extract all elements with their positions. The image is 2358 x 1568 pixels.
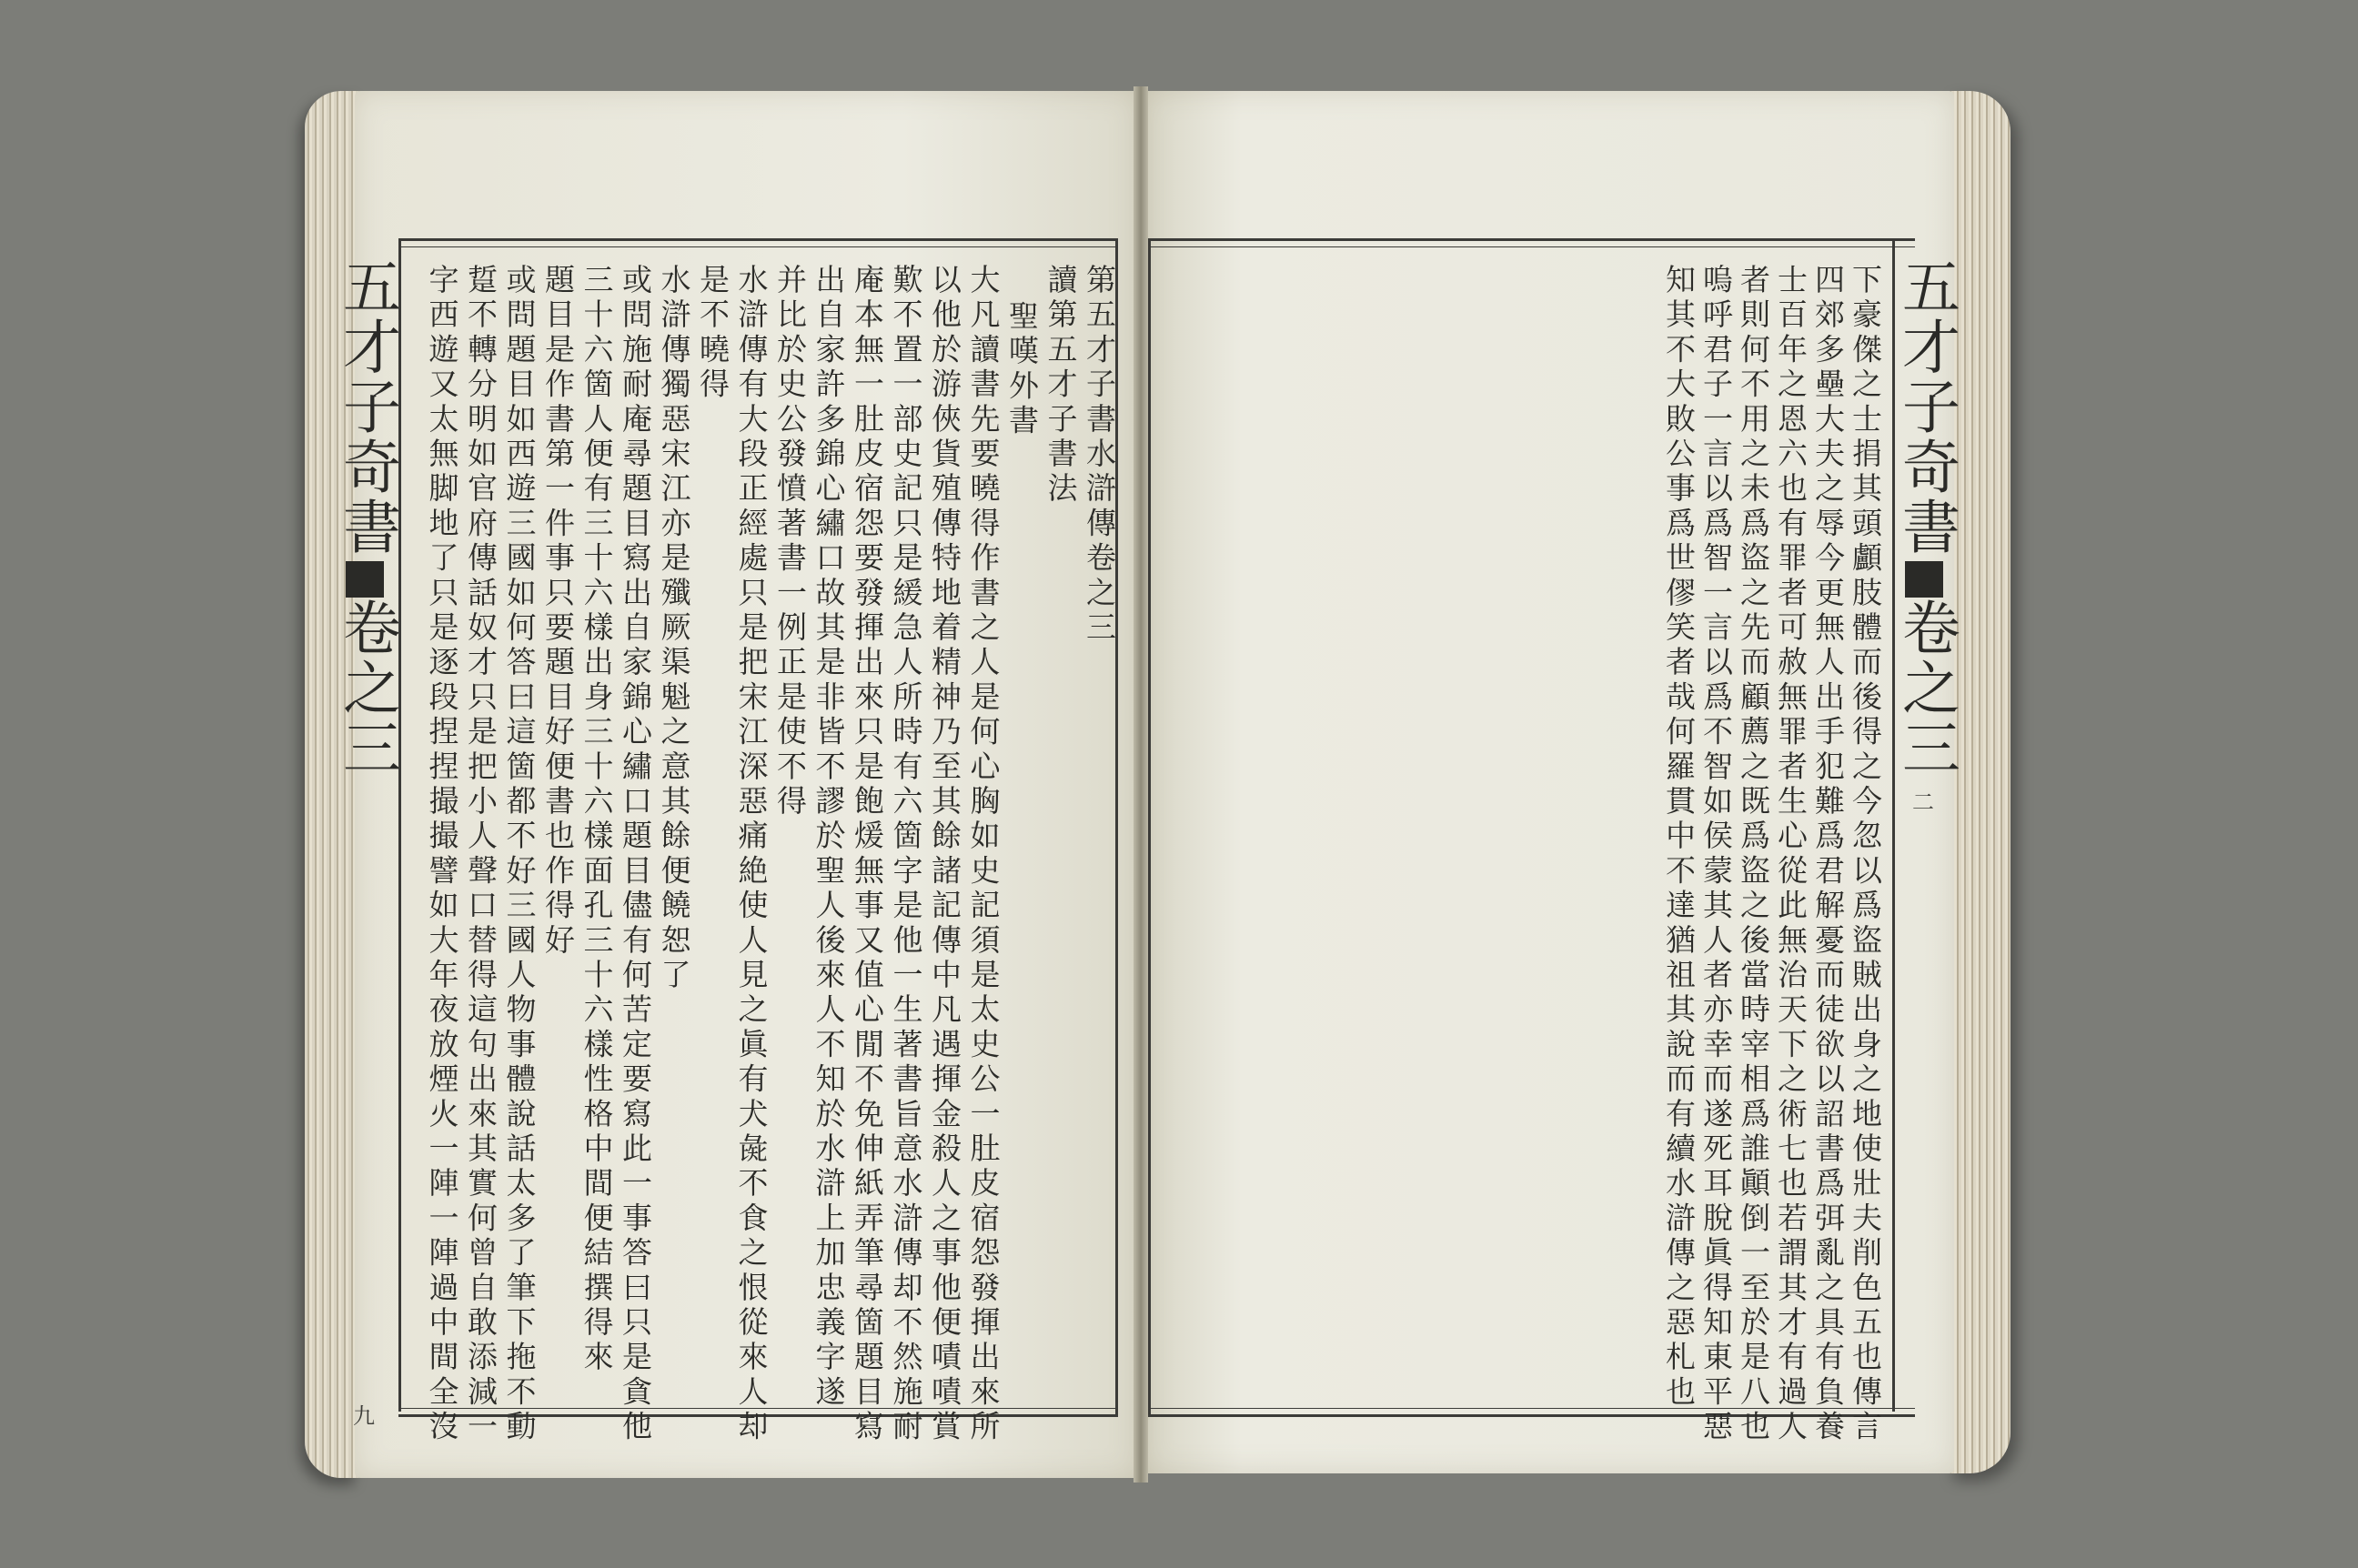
text-column: 庵本無一肚皮宿怨要發揮出來只是飽煖無事又值心閒不免伸紙弄筆尋箇題目寫 <box>850 264 885 1445</box>
text-column: 士百年之恩六也有罪者可赦無罪者生心從此無治天下之術七也若謂其才有過人 <box>1773 264 1809 1445</box>
text-column: 以他於游俠貨殖傳特地着精神乃至其餘諸記傳中凡遇揮金殺人之事他便嘖嘖賞 <box>927 264 962 1445</box>
fishtail-mark <box>1905 561 1943 598</box>
text-column: 四郊多壘大夫之辱今更無人出手犯難爲君解憂而徒欲以詔書爲弭亂之具有負養 <box>1810 264 1846 1445</box>
right-blank-area <box>1154 255 1627 1401</box>
text-column: 水滸傳獨惡宋江亦是殲厥渠魁之意其餘便饒恕了 <box>656 264 692 994</box>
text-column: 三十六箇人便有三十六樣出身三十六樣面孔三十六樣性格中間便結撰得來 <box>579 264 615 1376</box>
text-column: 或問題目如西遊三國如何答曰這箇都不好三國人物事體說話太多了筆下拖不動 <box>501 264 538 1445</box>
text-column: 或問施耐庵尋題目寫出自家錦心繡口題目儘有何苦定要寫此一事答曰只是貪他 <box>618 264 653 1445</box>
fishtail-mark <box>346 561 384 598</box>
text-column: 聖嘆外書 <box>1004 300 1040 439</box>
left-folio: 九 <box>353 1403 375 1429</box>
left-spine-volume: 卷之三 <box>333 598 400 778</box>
text-column: 題目是作書第一件事只要題目好便書也作得好 <box>540 264 576 959</box>
text-column: 并比於史公發憤著書一例正是使不得 <box>772 264 808 820</box>
right-folio: 二 <box>1912 789 1934 815</box>
right-spine-volume: 卷之三 <box>1892 598 1960 778</box>
text-column: 下豪傑之士捐其頭顱肢體而後得之今忽以爲盜賊出身之地使壯夫削色五也傳言 <box>1848 264 1883 1445</box>
text-column: 大凡讀書先要曉得作書之人是何心胸如史記須是太史公一肚皮宿怨發揮出來所 <box>965 264 1002 1445</box>
text-column: 踅不轉分明如官府傳話奴才只是把小人聲口替得這句出來其實何曾自敢添減一 <box>463 264 499 1445</box>
left-banxin-rule <box>398 238 401 1412</box>
left-banxin <box>333 238 400 1429</box>
text-column: 字西遊又太無脚地了只是逐段捏捏撮撮譬如大年夜放煙火一陣一陣過中間全沒 <box>424 264 460 1445</box>
text-column: 水滸傳有大段正經處只是把宋江深惡痛絶使人見之眞有犬彘不食之恨從來人却 <box>733 264 770 1445</box>
book-gutter <box>1134 86 1148 1483</box>
text-column: 嗚呼君子一言以爲智一言以爲不智如侯蒙其人者亦幸而遂死耳脫眞得知東平惡 <box>1698 264 1734 1445</box>
text-column: 出自家許多錦心繡口故其是非皆不謬於聖人後來人不知於水滸上加忠義字遂 <box>811 264 847 1411</box>
right-banxin <box>1892 238 1958 1412</box>
text-column: 者則何不用之未爲盜之先而顧薦之既爲盜之後當時宰相爲誰顚倒一至於是八也 <box>1736 264 1771 1445</box>
text-column: 是不曉得 <box>695 264 731 403</box>
text-column: 知其不大敗公事爲世僇笑者哉何羅貫中不達猶祖其說而有續水滸傳之惡札也 <box>1661 264 1697 1411</box>
text-column: 歎不置一部史記只是緩急人所時有六箇字是他一生著書旨意水滸傳却不然施耐 <box>888 264 924 1445</box>
left-spine-title: 五才子奇書 <box>333 256 400 557</box>
right-spine-title: 五才子奇書 <box>1892 256 1960 557</box>
text-column: 讀第五才子書法 <box>1043 264 1079 508</box>
text-column: 第五才子書水滸傳卷之三 <box>1082 264 1117 647</box>
